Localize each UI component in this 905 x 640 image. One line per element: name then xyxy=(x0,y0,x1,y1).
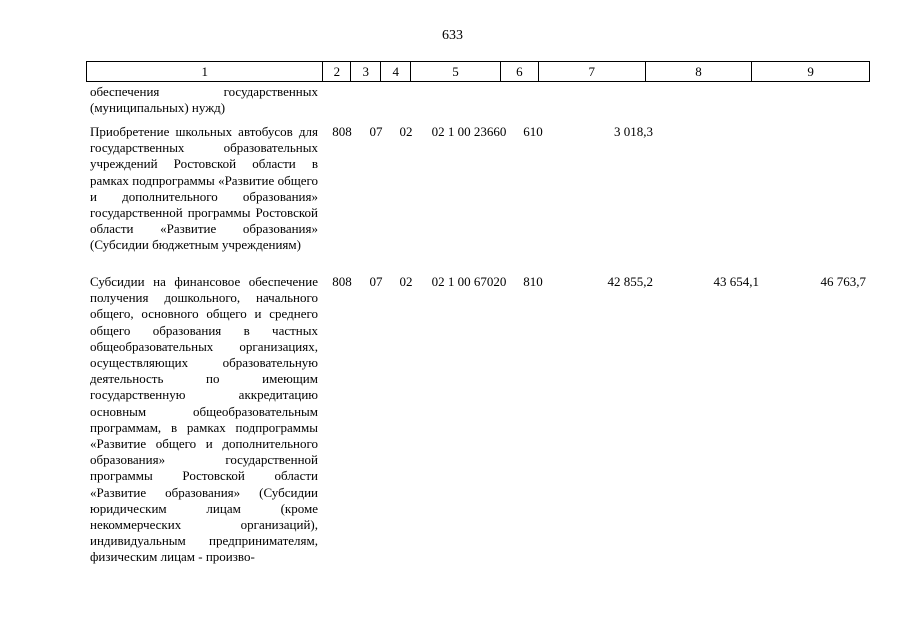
header-col-8: 8 xyxy=(646,62,753,81)
row-col-5: 02 1 00 23660 xyxy=(431,124,507,139)
row-col-4: 02 xyxy=(399,274,413,289)
header-col-2: 2 xyxy=(323,62,351,81)
row-col-7: 42 855,2 xyxy=(607,274,653,289)
header-col-6: 6 xyxy=(501,62,539,81)
row-col-6: 610 xyxy=(523,124,543,139)
row-col-2: 808 xyxy=(332,274,352,289)
row-col-5: 02 1 00 67020 xyxy=(431,274,507,289)
row-col-3: 07 xyxy=(369,274,383,289)
row-col-6: 810 xyxy=(523,274,543,289)
row-col-3: 07 xyxy=(369,124,383,139)
row-col-9: 46 763,7 xyxy=(820,274,866,289)
row-col-8: 43 654,1 xyxy=(713,274,759,289)
row-description: обеспечения государственных (муниципальных) нужд) xyxy=(90,84,318,116)
header-col-4: 4 xyxy=(381,62,411,81)
row-description: Приобретение школьных автобусов для государственных образовательных учреждений Ростовской области в рамках подпрограммы «Развитие общего и дополнительного образования» государственной программы Ростовской области «Развитие образования» (Субсидии бюджетным учреждениям) xyxy=(90,124,318,253)
header-col-3: 3 xyxy=(351,62,381,81)
row-col-4: 02 xyxy=(399,124,413,139)
header-col-1: 1 xyxy=(87,62,323,81)
row-col-7: 3 018,3 xyxy=(614,124,653,139)
header-col-7: 7 xyxy=(539,62,646,81)
row-description: Субсидии на финансовое обеспечение получения дошкольного, начального общего, основного общего и среднего общего образования в частных общеобразовательных организациях, осуществляющих образовательную деятельность по имеющим государственную аккредитацию основным общеобразовательным программам, в рамках подпрограммы «Развитие общего и дополнительного образования» государственной программы Ростовской области «Развитие образования» (Субсидии юридическим лицам (кроме некоммерческих организаций), индивидуальным предпринимателям, физическим лицам - произво- xyxy=(90,274,318,565)
header-col-9: 9 xyxy=(807,64,814,79)
header-col-5: 5 xyxy=(411,62,501,81)
row-col-2: 808 xyxy=(332,124,352,139)
page-number: 633 xyxy=(442,28,463,43)
table-header-row xyxy=(86,61,870,82)
